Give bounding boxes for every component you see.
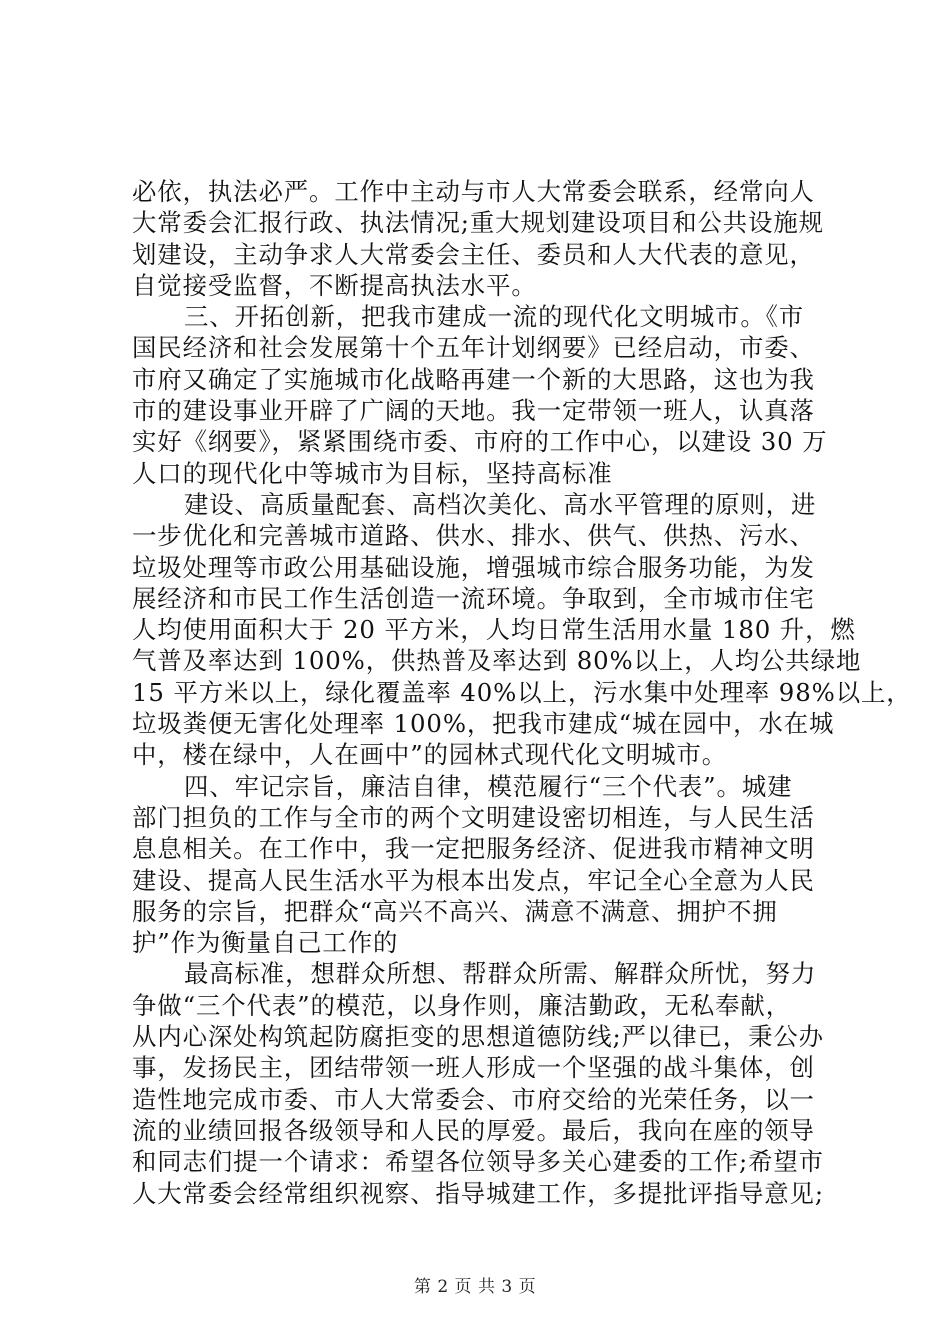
text-line: 中，楼在绿中，人在画中”的园林式现代化文明城市。 [132, 740, 728, 770]
text-line: 事，发扬民主，团结带领一班人形成一个坚强的战斗集体，创 [132, 1053, 815, 1083]
text-line: 实好《纲要》，紧紧围绕市委、市府的工作中心，以建设 30 万 [132, 427, 828, 457]
text-line: 服务的宗旨，把群众“高兴不高兴、满意不满意、拥护不拥 [132, 896, 778, 926]
text-line: 从内心深处构筑起防腐拒变的思想道德防线;严以律已，秉公办 [132, 1022, 824, 1052]
paragraph-start-line: 四、牢记宗旨，廉洁自律，模范履行“三个代表”。城建 [184, 771, 793, 801]
text-line: 市府又确定了实施城市化战略再建一个新的大思路，这也为我 [132, 364, 815, 394]
page-number-footer: 第 2 页 共 3 页 [413, 1277, 537, 1297]
text-line: 争做“三个代表”的模范，以身作则，廉洁勤政，无私奉献， [132, 990, 792, 1020]
text-line: 和同志们提一个请求：希望各位领导多关心建委的工作;希望市 [132, 1147, 824, 1177]
text-line: 人大常委会经常组织视察、指导城建工作，多提批评指导意见; [132, 1178, 824, 1208]
text-line: 部门担负的工作与全市的两个文明建设密切相连，与人民生活 [132, 802, 815, 832]
text-line: 人口的现代化中等城市为目标，坚持高标准 [132, 458, 613, 488]
text-line: 息息相关。在工作中，我一定把服务经济、促进我市精神文明 [132, 834, 815, 864]
text-line: 垃圾粪便无害化处理率 100%，把我市建成“城在园中，水在城 [132, 709, 835, 739]
text-line: 市的建设事业开辟了广阔的天地。我一定带领一班人，认真落 [132, 396, 815, 426]
text-line: 护”作为衡量自己工作的 [132, 928, 399, 958]
body-text [132, 176, 912, 1209]
text-line: 大常委会汇报行政、执法情况;重大规划建设项目和公共设施规 [132, 208, 824, 238]
text-line: 必依，执法必严。工作中主动与市人大常委会联系，经常向人 [132, 177, 815, 206]
paragraph-start-line: 最高标准，想群众所想、帮群众所需、解群众所忧，努力 [184, 959, 817, 989]
paragraph-start-line: 三、开拓创新，把我市建成一流的现代化文明城市。《市 [184, 302, 805, 332]
text-line: 划建设，主动争求人大常委会主任、委员和人大代表的意见， [132, 239, 815, 269]
text-line: 展经济和市民工作生活创造一流环境。争取到，全市城市住宅 [132, 583, 815, 613]
text-line: 一步优化和完善城市道路、供水、排水、供气、供热、污水、 [132, 521, 815, 551]
text-line: 垃圾处理等市政公用基础设施，增强城市综合服务功能，为发 [132, 552, 815, 582]
text-line: 造性地完成市委、市人大常委会、市府交给的光荣任务，以一 [132, 1084, 815, 1114]
text-line: 国民经济和社会发展第十个五年计划纲要》已经启动，市委、 [132, 333, 815, 363]
text-line: 气普及率达到 100%，供热普及率达到 80%以上，人均公共绿地 [132, 646, 862, 676]
text-line: 建设、提高人民生活水平为根本出发点，牢记全心全意为人民 [132, 865, 815, 895]
text-line: 15 平方米以上，绿化覆盖率 40%以上，污水集中处理率 98%以上， [132, 677, 912, 707]
text-line: 人均使用面积大于 20 平方米，人均日常生活用水量 180 升，燃 [132, 615, 856, 645]
text-line: 自觉接受监督，不断提高执法水平。 [132, 270, 537, 300]
paragraph-start-line: 建设、高质量配套、高档次美化、高水平管理的原则，进 [184, 489, 817, 519]
text-line: 流的业绩回报各级领导和人民的厚爱。最后，我向在座的领导 [132, 1115, 815, 1145]
